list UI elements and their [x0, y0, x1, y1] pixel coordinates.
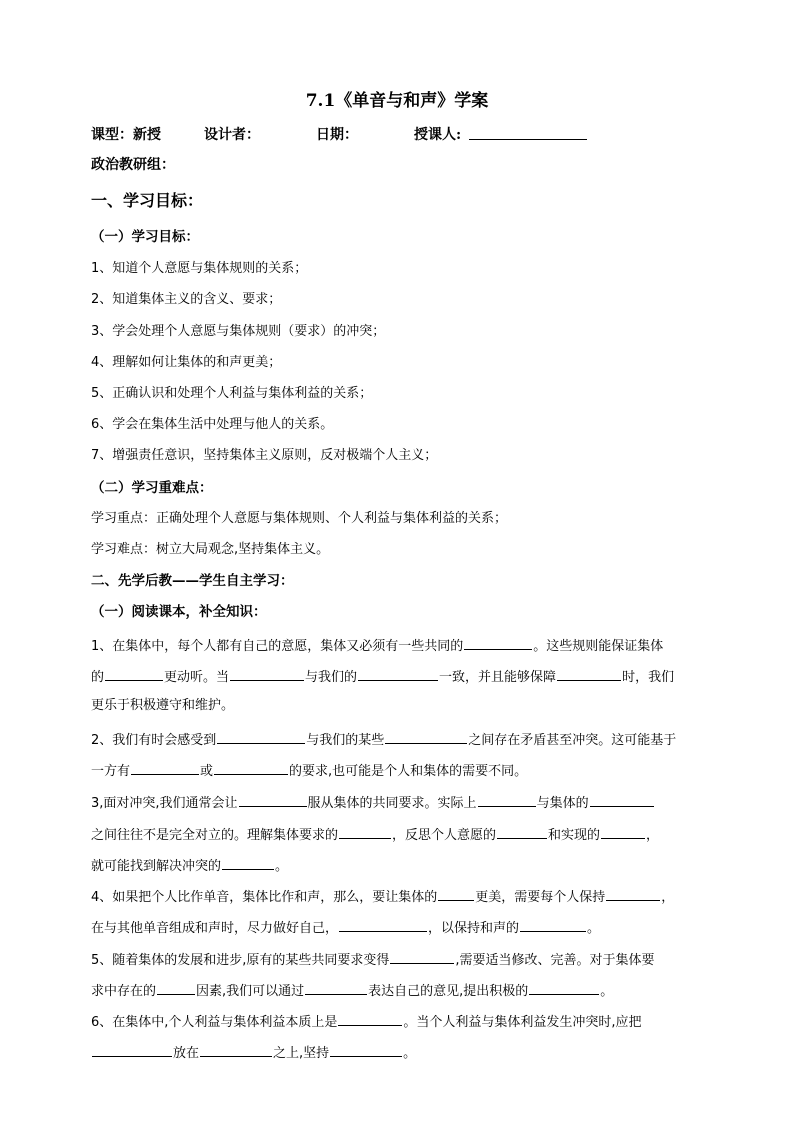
q4-text: 。	[587, 921, 601, 936]
q2-text: 2、我们有时会感受到	[91, 733, 217, 748]
q5-text: 表达自己的意见,提出积极的	[368, 984, 529, 999]
fill-blank[interactable]	[230, 666, 304, 681]
question-4-line-2	[91, 917, 600, 938]
q1-text: 。这些规则能保证集体	[533, 639, 664, 654]
q3-text: 和实现的	[548, 828, 601, 843]
fill-blank[interactable]	[358, 666, 438, 681]
q5-text: 因素,我们可以通过	[196, 984, 305, 999]
fill-blank[interactable]	[222, 855, 274, 870]
key-point: 学习重点：正确处理个人意愿与集体规则、个人利益与集体利益的关系；	[91, 511, 508, 526]
designer-label: 设计者：	[204, 127, 260, 143]
teacher-blank[interactable]	[469, 137, 587, 140]
q3-text: 。	[275, 859, 289, 874]
question-4-line-1	[91, 886, 674, 907]
question-1-line-3: 更乐于积极遵守和维护。	[91, 698, 235, 713]
question-2-line-1	[91, 729, 676, 750]
fill-blank[interactable]	[217, 729, 305, 744]
question-6-line-1	[91, 1011, 642, 1032]
goal-item: 5、正确认识和处理个人利益与集体利益的关系；	[91, 386, 373, 401]
fill-blank[interactable]	[385, 729, 467, 744]
q1-text: 的	[91, 670, 105, 685]
goal-item: 1、知道个人意愿与集体规则的关系；	[91, 261, 308, 276]
q3-text: 与集体的	[536, 796, 589, 811]
q1-text: 1、在集体中，每个人都有自己的意愿，集体又必须有一些共同的	[91, 639, 464, 654]
q3-text: 服从集体的共同要求。实际上	[307, 796, 477, 811]
goal-item: 3、学会处理个人意愿与集体规则（要求）的冲突；	[91, 324, 386, 339]
fill-blank[interactable]	[520, 917, 586, 932]
section2-heading: 二、先学后教——学生自主学习：	[91, 573, 294, 589]
fill-blank[interactable]	[390, 949, 454, 964]
q3-text: ，反思个人意愿的	[392, 828, 497, 843]
q5-text: ,需要适当修改、完善。对于集体要	[455, 953, 655, 968]
q3-text: 就可能找到解决冲突的	[91, 859, 222, 874]
q1-text: 一致，并且能够保障	[439, 670, 557, 685]
fill-blank[interactable]	[200, 1042, 272, 1057]
q6-text: 。	[403, 1046, 417, 1061]
q2-text: 之间存在矛盾甚至冲突。这可能基于	[468, 733, 677, 748]
section1-sub1: （一）学习目标：	[91, 229, 199, 245]
fill-blank[interactable]	[239, 792, 307, 807]
fill-blank[interactable]	[497, 824, 547, 839]
fill-blank[interactable]	[606, 886, 660, 901]
fill-blank[interactable]	[330, 1042, 402, 1057]
question-5-line-1	[91, 949, 655, 970]
q3-text: 之间往往不是完全对立的。理解集体要求的	[91, 828, 339, 843]
fill-blank[interactable]	[105, 666, 163, 681]
fill-blank[interactable]	[339, 824, 391, 839]
group-label: 政治教研组：	[91, 157, 175, 173]
fill-blank[interactable]	[305, 980, 367, 995]
date-label: 日期：	[316, 127, 358, 143]
fill-blank[interactable]	[601, 824, 645, 839]
document-title: 7.1《单音与和声》学案	[305, 91, 489, 111]
q1-text: 与我们的	[305, 670, 358, 685]
fill-blank[interactable]	[557, 666, 621, 681]
fill-blank[interactable]	[339, 917, 427, 932]
fill-blank[interactable]	[590, 792, 654, 807]
section2-sub1: （一）阅读课本，补全知识：	[91, 604, 267, 620]
q6-text: 之上,坚持	[273, 1046, 330, 1061]
question-3-line-2	[91, 824, 659, 845]
fill-blank[interactable]	[464, 635, 532, 650]
question-1-line-2	[91, 666, 674, 687]
q6-text: 。当个人利益与集体利益发生冲突时,应把	[403, 1015, 642, 1030]
q4-text: 更美，需要每个人保持	[475, 890, 606, 905]
q4-text: ，以保持和声的	[428, 921, 520, 936]
q3-text: ，	[646, 828, 660, 843]
fill-blank[interactable]	[92, 1042, 172, 1057]
q2-text: 或	[200, 764, 214, 779]
q6-text: 6、在集体中,个人利益与集体利益本质上是	[91, 1015, 338, 1030]
q4-text: 4、如果把个人比作单音，集体比作和声，那么，要让集体的	[91, 890, 438, 905]
goal-item: 2、知道集体主义的含义、要求；	[91, 292, 282, 307]
q4-text: ，	[661, 890, 675, 905]
fill-blank[interactable]	[131, 760, 199, 775]
teacher-label: 授课人:	[414, 127, 462, 143]
fill-blank[interactable]	[438, 886, 474, 901]
q2-text: 一方有	[91, 764, 131, 779]
q2-text: 与我们的某些	[306, 733, 385, 748]
difficulty: 学习难点：树立大局观念,坚持集体主义。	[91, 542, 330, 557]
q1-text: 时，我们	[622, 670, 675, 685]
question-5-line-2	[91, 980, 613, 1001]
fill-blank[interactable]	[338, 1011, 402, 1026]
goal-item: 6、学会在集体生活中处理与他人的关系。	[91, 417, 334, 432]
q4-text: 在与其他单音组成和声时，尽力做好自己，	[91, 921, 339, 936]
fill-blank[interactable]	[529, 980, 599, 995]
course-type: 课型：新授	[91, 127, 161, 143]
q5-text: 5、随着集体的发展和进步,原有的某些共同要求变得	[91, 953, 390, 968]
section1-heading: 一、学习目标：	[91, 191, 204, 210]
q6-text: 放在	[173, 1046, 200, 1061]
goal-item: 4、理解如何让集体的和声更美；	[91, 355, 282, 370]
section1-sub2: （二）学习重难点：	[91, 480, 213, 496]
question-2-line-2	[91, 760, 527, 781]
question-3-line-1	[91, 792, 655, 813]
fill-blank[interactable]	[214, 760, 288, 775]
question-3-line-3	[91, 855, 288, 876]
question-6-line-2	[91, 1042, 416, 1063]
fill-blank[interactable]	[157, 980, 195, 995]
q5-text: 求中存在的	[91, 984, 157, 999]
q5-text: 。	[600, 984, 614, 999]
q3-text: 3,面对冲突,我们通常会让	[91, 796, 238, 811]
goal-item: 7、增强责任意识，坚持集体主义原则，反对极端个人主义；	[91, 448, 438, 463]
q2-text: 的要求,也可能是个人和集体的需要不同。	[289, 764, 528, 779]
q1-text: 更动听。当	[164, 670, 230, 685]
fill-blank[interactable]	[478, 792, 536, 807]
question-1-line-1	[91, 635, 663, 656]
